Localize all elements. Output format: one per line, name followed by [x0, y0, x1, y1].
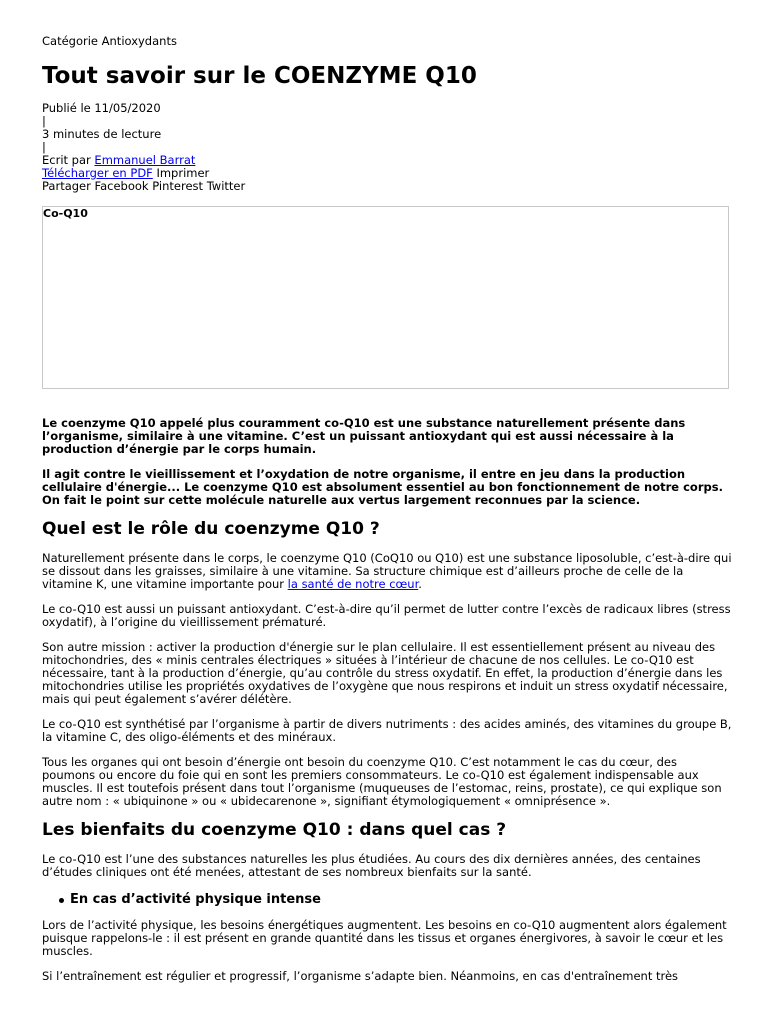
- intro-paragraph: Il agit contre le vieillissement et l’oxydation de notre organisme, il entre en jeu dans la production cellulaire d'énergie... Le coenzyme Q10 est absolument essentiel au bon fonctionnement de notre corps. On fait le point sur cette molécule naturelle aux vertus largement reconnues par la science.: [42, 467, 723, 507]
- share-label: Partager: [42, 179, 91, 193]
- intro-paragraph: Le coenzyme Q10 appelé plus couramment co-Q10 est une substance naturellement présente dans l’organisme, similaire à une vitamine. C’est un puissant antioxydant qui est aussi nécessaire à la production d’énergie par le corps humain.: [42, 416, 686, 456]
- reading-time: 3 minutes de lecture: [42, 127, 162, 141]
- section-benefits-body: [42, 853, 732, 891]
- paragraph-text: .: [418, 577, 422, 591]
- share-line: [42, 180, 245, 193]
- body-paragraph: Le co-Q10 est synthétisé par l’organisme à partir de divers nutriments : des acides aminés, des vitamines du groupe B, la vitamine C, des oligo-éléments et des minéraux.: [42, 717, 732, 744]
- body-paragraph: Le co-Q10 est l’une des substances naturelles les plus étudiées. Au cours des dix dernières années, des centaines d’études cliniques ont été menées, attestant de ses nombreux bienfaits sur la santé.: [42, 852, 701, 879]
- body-paragraph: Tous les organes qui ont besoin d’énergie ont besoin du coenzyme Q10. C’est notamment le cas du cœur, des poumons ou encore du foie qui en sont les premiers consommateurs. Le co-Q10 est également indispensable aux muscles. Il est toutefois présent dans tout l’organisme (muqueuses de l’estomac, reins, prostate), ce qui explique son autre nom : « ubiquinone » ou « ubidecarenone », signifiant étymologiquement « omniprésence ».: [42, 755, 722, 808]
- section-role-body: [42, 552, 732, 820]
- image-alt-text: Co-Q10: [43, 207, 88, 220]
- share-facebook-button[interactable]: Facebook: [94, 179, 149, 193]
- body-paragraph: Le co-Q10 est aussi un puissant antioxydant. C’est-à-dire qu’il permet de lutter contre l’excès de radicaux libres (stress oxydatif), à l’origine du vieillissement prématuré.: [42, 602, 731, 629]
- download-pdf-link[interactable]: Télécharger en PDF: [42, 166, 153, 180]
- written-by-label: Ecrit par: [42, 153, 91, 167]
- share-twitter-button[interactable]: Twitter: [206, 179, 246, 193]
- section-activity-body: [42, 919, 732, 995]
- body-paragraph: Son autre mission : activer la production d'énergie sur le plan cellulaire. Il est essentiellement présent au niveau des mitochondries, des « minis centrales électriques » situées à l’intérieur de chacune de nos cellules. Le co-Q10 est nécessaire, tant à la production d’énergie, qu’au contrôle du stress oxydatif. En effet, la production d’énergie dans les mitochondries utilise les propriétés oxydatives de l’oxygène que nous respirons et induit un stress oxydatif nécessaire, mais qui peut également s’avérer délétère.: [42, 640, 728, 706]
- article-intro: [42, 417, 732, 519]
- share-pinterest-button[interactable]: Pinterest: [152, 179, 204, 193]
- paragraph-text: Naturellement présente dans le corps, le coenzyme Q10 (CoQ10 ou Q10) est une substance liposoluble, c’est-à-dire qui se dissout dans les graisses, similaire à une vitamine. Sa structure chimique est d’ailleurs proche de celle de la vitamine K, une vitamine importante pour: [42, 551, 732, 591]
- article-title: Tout savoir sur le COENZYME Q10: [42, 63, 477, 89]
- meta-separator: |: [42, 114, 46, 128]
- section-heading-role: Quel est le rôle du coenzyme Q10 ?: [42, 519, 380, 539]
- article-meta: [42, 102, 245, 193]
- list-item: En cas d’activité physique intense: [70, 892, 321, 907]
- body-paragraph: Lors de l’activité physique, les besoins énergétiques augmentent. Les besoins en co-Q10 augmentent alors également puisque rappelons-le : il est présent en grande quantité dans les tissus et organes énergivores, à savoir le cœur et les muscles.: [42, 918, 727, 958]
- benefits-list: [70, 892, 321, 908]
- body-paragraph: [42, 552, 732, 591]
- publish-date: Publié le 11/05/2020: [42, 101, 161, 115]
- body-paragraph: Si l’entraînement est régulier et progressif, l’organisme s’adapte bien. Néanmoins, en cas d'entraînement très: [42, 969, 679, 983]
- section-heading-benefits: Les bienfaits du coenzyme Q10 : dans quel cas ?: [42, 820, 507, 840]
- article-image: [42, 206, 729, 389]
- print-button[interactable]: Imprimer: [156, 166, 210, 180]
- category-label: Catégorie Antioxydants: [42, 34, 177, 48]
- author-link[interactable]: Emmanuel Barrat: [94, 153, 196, 167]
- meta-separator: |: [42, 140, 46, 154]
- heart-health-link[interactable]: la santé de notre cœur: [287, 577, 419, 591]
